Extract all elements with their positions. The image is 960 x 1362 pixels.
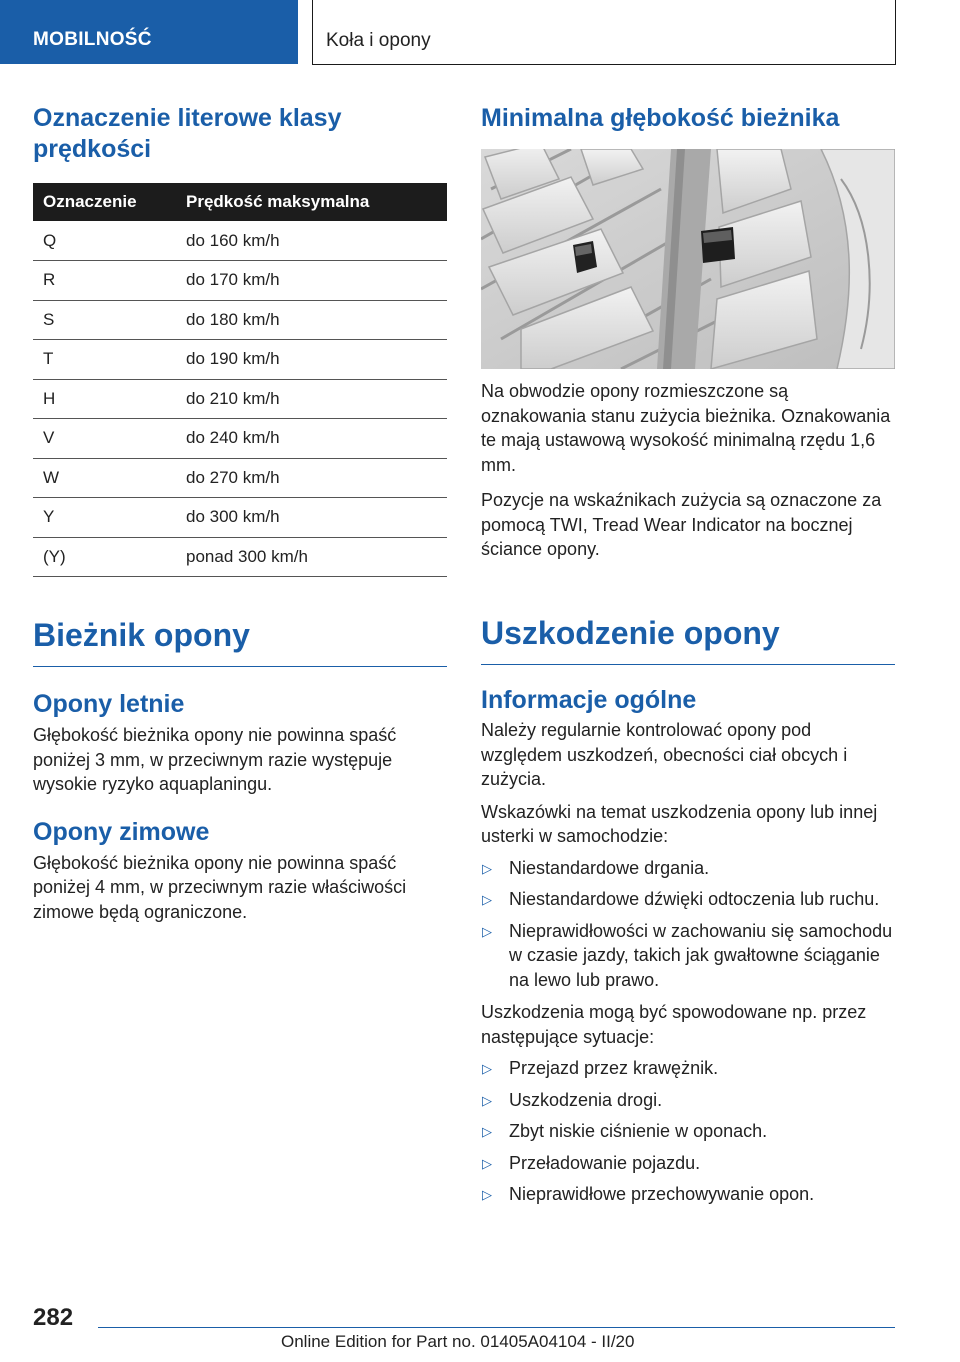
- table-row: [33, 261, 447, 301]
- tread-title: Bieżnik opony: [33, 616, 447, 667]
- min-depth-text: [481, 379, 895, 562]
- tire-tread-icon: [481, 149, 895, 369]
- damage-signs-list: [481, 856, 895, 993]
- row-symbol: T: [33, 340, 186, 380]
- row-symbol: W: [33, 458, 186, 498]
- list-item: ▷ Uszkodzenia drogi.: [481, 1088, 895, 1113]
- row-max-speed: do 210 km/h: [186, 379, 447, 419]
- list-item: ▷ Przeładowanie pojazdu.: [481, 1151, 895, 1176]
- damage-causes-list: [481, 1056, 895, 1207]
- footer-divider: [98, 1327, 895, 1328]
- table-row: [33, 340, 447, 380]
- list-item: ▷ Nieprawidłowe przechowywanie opon.: [481, 1182, 895, 1207]
- winter-tires-text: Głębokość bieżnika opony nie powinna spaść poniżej 4 mm, w przeciwnym razie właściwości zimowe będą ograniczone.: [33, 852, 407, 922]
- triangle-bullet-icon: ▷: [482, 860, 492, 876]
- row-symbol: H: [33, 379, 186, 419]
- table-header-row: [33, 183, 447, 221]
- min-depth-section: [481, 103, 895, 134]
- chapter-label: Koła i opony: [326, 30, 431, 51]
- min-depth-paragraph-1: Na obwodzie opony rozmieszczone są oznakowania stanu zużycia bieżnika. Oznakowania te mają ustawową wysokość minimalną rzędu 1,6 mm.: [481, 381, 891, 475]
- section-tab: [0, 0, 298, 64]
- row-max-speed: do 240 km/h: [186, 419, 447, 459]
- damage-paragraph-3: Uszkodzenia mogą być spowodowane np. przez następujące sytuacje:: [481, 1002, 867, 1047]
- triangle-bullet-icon: ▷: [482, 1061, 492, 1076]
- triangle-bullet-icon: ▷: [482, 892, 492, 907]
- list-item: ▷ Niestandardowe drgania.: [481, 856, 895, 881]
- winter-tires-title: Opony zimowe: [33, 817, 210, 846]
- speed-class-section: [33, 103, 447, 165]
- damage-section: [481, 614, 895, 1207]
- list-item: ▷ Przejazd przez krawężnik.: [481, 1056, 895, 1081]
- row-symbol: V: [33, 419, 186, 459]
- speed-class-title: Oznaczenie literowe klasy prędkości: [33, 104, 342, 163]
- damage-paragraph-1: Należy regularnie kontrolować opony pod względem uszkodzeń, obecności ciał obcych i zużycia.: [481, 720, 848, 789]
- triangle-bullet-icon: ▷: [482, 1124, 492, 1139]
- table-row: [33, 458, 447, 498]
- tread-wear-indicator-illustration: [481, 149, 895, 369]
- row-max-speed: do 160 km/h: [186, 221, 447, 261]
- damage-paragraph-2: Wskazówki na temat uszkodzenia opony lub innej usterki w samochodzie:: [481, 801, 878, 846]
- section-label: MOBILNOŚĆ: [33, 29, 152, 50]
- table-row: [33, 379, 447, 419]
- triangle-bullet-icon: ▷: [482, 1092, 492, 1108]
- table-row: [33, 537, 447, 577]
- summer-tires-text: Głębokość bieżnika opony nie powinna spaść poniżej 3 mm, w przeciwnym razie występuje wysokie ryzyko aquaplaningu.: [33, 725, 397, 794]
- summer-tires-title: Opony letnie: [33, 690, 185, 718]
- list-item: ▷ Zbyt niskie ciśnienie w oponach.: [481, 1119, 895, 1144]
- triangle-bullet-icon: ▷: [482, 1155, 492, 1171]
- min-depth-paragraph-2: Pozycje na wskaźnikach zużycia są oznaczone za pomocą TWI, Tread Wear Indicator na bocznej ściance opony.: [481, 490, 882, 559]
- triangle-bullet-icon: ▷: [482, 923, 492, 939]
- chapter-header: [312, 0, 896, 65]
- column-header-max-speed: Prędkość maksymalna: [186, 183, 447, 221]
- tread-section: [33, 616, 447, 924]
- row-symbol: (Y): [33, 537, 186, 577]
- min-depth-title: Minimalna głębokość bieżnika: [481, 104, 840, 132]
- column-header-symbol: Oznaczenie: [33, 183, 186, 221]
- row-max-speed: do 300 km/h: [186, 498, 447, 538]
- row-symbol: Y: [33, 498, 186, 538]
- speed-class-table: [33, 183, 447, 577]
- edition-note: Online Edition for Part no. 01405A04104 - II/20: [281, 1332, 635, 1351]
- table-row: [33, 419, 447, 459]
- general-info-title: Informacje ogólne: [481, 686, 697, 714]
- row-max-speed: do 190 km/h: [186, 340, 447, 380]
- row-symbol: S: [33, 300, 186, 340]
- row-max-speed: do 170 km/h: [186, 261, 447, 301]
- list-item: ▷ Nieprawidłowości w zachowaniu się samochodu w czasie jazdy, takich jak gwałtowne ściąganie na lewo lub prawo.: [482, 920, 893, 990]
- row-symbol: R: [33, 261, 186, 301]
- row-symbol: Q: [33, 221, 186, 261]
- damage-title: Uszkodzenie opony: [481, 614, 895, 665]
- list-item: ▷ Niestandardowe dźwięki odtoczenia lub ruchu.: [481, 887, 895, 912]
- table-row: [33, 221, 447, 261]
- row-max-speed: ponad 300 km/h: [186, 537, 447, 577]
- table-row: [33, 498, 447, 538]
- page-number: 282: [33, 1304, 74, 1331]
- table-row: [33, 300, 447, 340]
- triangle-bullet-icon: ▷: [482, 1187, 492, 1202]
- row-max-speed: do 180 km/h: [186, 300, 447, 340]
- row-max-speed: do 270 km/h: [186, 458, 447, 498]
